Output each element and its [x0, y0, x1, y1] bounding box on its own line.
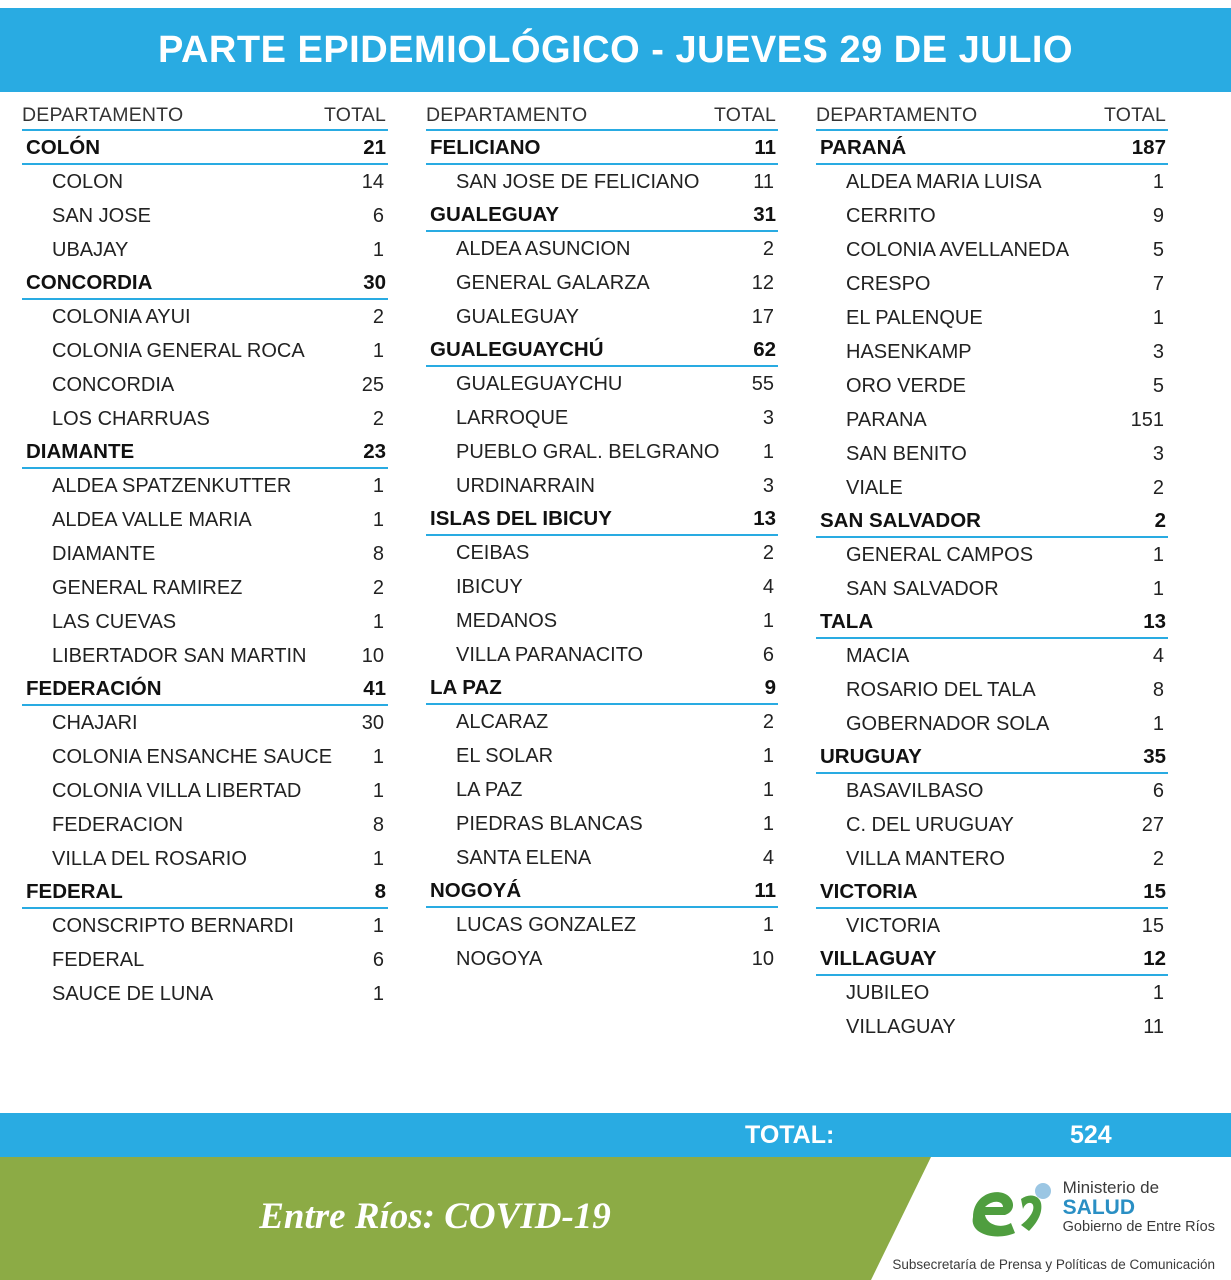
locality-total: 25	[361, 374, 384, 396]
locality-row	[426, 232, 778, 266]
locality-row	[816, 199, 1168, 233]
locality-row	[426, 705, 778, 739]
locality-total: 4	[1152, 645, 1164, 667]
locality-name: ALDEA SPATZENKUTTER	[52, 475, 292, 497]
locality-row	[22, 706, 388, 740]
department-total: 15	[1143, 880, 1166, 903]
locality-row	[426, 807, 778, 841]
locality-name: JUBILEO	[846, 982, 930, 1004]
locality-total: 1	[372, 611, 384, 633]
locality-row	[22, 909, 388, 943]
report-columns	[0, 104, 1231, 1104]
ministry-logo	[967, 1179, 1215, 1241]
locality-row	[816, 538, 1168, 572]
locality-row	[22, 537, 388, 571]
locality-row	[816, 572, 1168, 606]
locality-total: 1	[372, 780, 384, 802]
locality-row	[816, 976, 1168, 1010]
department-row	[426, 672, 778, 705]
ministry-line2: SALUD	[1062, 1195, 1135, 1219]
locality-total: 5	[1152, 239, 1164, 261]
department-row	[426, 199, 778, 232]
locality-name: BASAVILBASO	[846, 780, 984, 802]
locality-name: SAN JOSE	[52, 205, 151, 227]
locality-total: 8	[1152, 679, 1164, 701]
department-total: 21	[363, 136, 386, 159]
locality-total: 30	[361, 712, 384, 734]
department-total: 12	[1143, 947, 1166, 970]
locality-total: 4	[762, 576, 774, 598]
locality-name: CHAJARI	[52, 712, 138, 734]
department-name: PARANÁ	[820, 136, 907, 159]
locality-row	[22, 842, 388, 876]
department-name: GUALEGUAY	[430, 203, 560, 226]
locality-name: GENERAL GALARZA	[456, 272, 650, 294]
locality-total: 1	[1152, 171, 1164, 193]
locality-row	[22, 334, 388, 368]
locality-name: IBICUY	[456, 576, 523, 598]
locality-row	[816, 707, 1168, 741]
locality-name: ORO VERDE	[846, 375, 967, 397]
locality-total: 12	[751, 272, 774, 294]
footer-subtitle: Subsecretaría de Prensa y Políticas de Comunicación	[892, 1257, 1215, 1272]
department-row	[426, 132, 778, 165]
locality-total: 3	[1152, 443, 1164, 465]
locality-name: EL SOLAR	[456, 745, 554, 767]
department-total: 13	[1143, 610, 1166, 633]
department-name: URUGUAY	[820, 745, 922, 768]
report-column-3	[802, 104, 1192, 1104]
locality-row	[816, 335, 1168, 369]
locality-row	[22, 199, 388, 233]
department-row	[816, 132, 1168, 165]
locality-row	[22, 368, 388, 402]
column-header-total: TOTAL	[323, 104, 386, 126]
locality-name: ALDEA ASUNCION	[456, 238, 631, 260]
locality-name: PIEDRAS BLANCAS	[456, 813, 643, 835]
department-name: SAN SALVADOR	[820, 509, 981, 532]
locality-total: 17	[751, 306, 774, 328]
department-name: VICTORIA	[820, 880, 918, 903]
locality-total: 2	[762, 238, 774, 260]
locality-name: HASENKAMP	[846, 341, 972, 363]
locality-row	[426, 367, 778, 401]
locality-total: 1	[1152, 713, 1164, 735]
department-name: ISLAS DEL IBICUY	[430, 507, 612, 530]
department-name: DIAMANTE	[26, 440, 135, 463]
department-total: 35	[1143, 745, 1166, 768]
locality-row	[22, 740, 388, 774]
locality-name: PARANA	[846, 409, 927, 431]
grand-total-bar	[0, 1113, 1231, 1157]
department-row	[22, 132, 388, 165]
locality-name: VILLA DEL ROSARIO	[52, 848, 247, 870]
locality-total: 2	[762, 542, 774, 564]
locality-row	[426, 739, 778, 773]
locality-row	[426, 536, 778, 570]
locality-name: COLONIA VILLA LIBERTAD	[52, 780, 302, 802]
locality-name: GUALEGUAYCHU	[456, 373, 623, 395]
locality-row	[426, 908, 778, 942]
locality-name: EL PALENQUE	[846, 307, 983, 329]
locality-total: 27	[1141, 814, 1164, 836]
locality-row	[22, 808, 388, 842]
locality-total: 3	[762, 407, 774, 429]
department-total: 62	[753, 338, 776, 361]
locality-name: DIAMANTE	[52, 543, 156, 565]
locality-total: 2	[1152, 477, 1164, 499]
locality-row	[22, 571, 388, 605]
locality-name: NOGOYA	[456, 948, 543, 970]
department-name: NOGOYÁ	[430, 879, 522, 902]
locality-row	[426, 300, 778, 334]
locality-name: LUCAS GONZALEZ	[456, 914, 637, 936]
column-header	[426, 104, 778, 131]
column-header-total: TOTAL	[713, 104, 776, 126]
column-header-total: TOTAL	[1103, 104, 1166, 126]
locality-name: GUALEGUAY	[456, 306, 579, 328]
department-row	[816, 606, 1168, 639]
department-row	[22, 436, 388, 469]
locality-total: 1	[1152, 544, 1164, 566]
locality-row	[816, 471, 1168, 505]
locality-total: 3	[762, 475, 774, 497]
locality-name: C. DEL URUGUAY	[846, 814, 1014, 836]
locality-name: SANTA ELENA	[456, 847, 592, 869]
column-header-departamento: DEPARTAMENTO	[22, 104, 184, 126]
department-total: 11	[754, 136, 776, 159]
locality-name: COLONIA AVELLANEDA	[846, 239, 1070, 261]
locality-row	[816, 267, 1168, 301]
locality-row	[816, 909, 1168, 943]
report-column-1	[22, 104, 412, 1104]
locality-row	[426, 469, 778, 503]
locality-row	[816, 774, 1168, 808]
locality-total: 8	[372, 543, 384, 565]
department-row	[816, 741, 1168, 774]
locality-total: 1	[762, 610, 774, 632]
department-row	[426, 503, 778, 536]
locality-name: LOS CHARRUAS	[52, 408, 210, 430]
column-header-departamento: DEPARTAMENTO	[816, 104, 978, 126]
locality-row	[22, 503, 388, 537]
locality-total: 7	[1152, 273, 1164, 295]
locality-name: CONCORDIA	[52, 374, 175, 396]
locality-row	[426, 401, 778, 435]
column-header	[816, 104, 1168, 131]
locality-name: GENERAL RAMIREZ	[52, 577, 243, 599]
department-row	[816, 943, 1168, 976]
locality-total: 3	[1152, 341, 1164, 363]
locality-row	[426, 165, 778, 199]
footer	[0, 1157, 1231, 1280]
locality-total: 1	[372, 983, 384, 1005]
locality-total: 1	[762, 441, 774, 463]
locality-name: CERRITO	[846, 205, 936, 227]
department-name: FELICIANO	[430, 136, 541, 159]
locality-name: LA PAZ	[456, 779, 523, 801]
locality-row	[22, 977, 388, 1011]
locality-name: ALDEA MARIA LUISA	[846, 171, 1042, 193]
locality-total: 9	[1152, 205, 1164, 227]
locality-name: VIALE	[846, 477, 903, 499]
locality-total: 1	[1152, 307, 1164, 329]
locality-row	[816, 437, 1168, 471]
locality-total: 8	[372, 814, 384, 836]
locality-row	[22, 402, 388, 436]
department-row	[22, 267, 388, 300]
locality-row	[816, 403, 1168, 437]
department-row	[816, 505, 1168, 538]
department-row	[426, 334, 778, 367]
locality-name: GENERAL CAMPOS	[846, 544, 1034, 566]
locality-name: MACIA	[846, 645, 910, 667]
locality-name: PUEBLO GRAL. BELGRANO	[456, 441, 720, 463]
ministry-line3: Gobierno de Entre Ríos	[1062, 1218, 1215, 1235]
locality-name: LARROQUE	[456, 407, 569, 429]
report-column-2	[412, 104, 802, 1104]
locality-total: 10	[751, 948, 774, 970]
locality-total: 1	[372, 475, 384, 497]
locality-row	[816, 1010, 1168, 1044]
header-bar	[0, 8, 1231, 92]
locality-row	[816, 639, 1168, 673]
locality-row	[426, 604, 778, 638]
locality-row	[22, 639, 388, 673]
department-name: CONCORDIA	[26, 271, 153, 294]
locality-total: 4	[762, 847, 774, 869]
locality-name: CRESPO	[846, 273, 931, 295]
locality-row	[816, 165, 1168, 199]
department-total: 30	[363, 271, 386, 294]
department-name: VILLAGUAY	[820, 947, 937, 970]
locality-name: VILLA MANTERO	[846, 848, 1005, 870]
locality-total: 2	[762, 711, 774, 733]
locality-name: VILLA PARANACITO	[456, 644, 644, 666]
locality-total: 5	[1152, 375, 1164, 397]
locality-name: CEIBAS	[456, 542, 530, 564]
column-header-departamento: DEPARTAMENTO	[426, 104, 588, 126]
ministry-logo-text	[1063, 1179, 1215, 1236]
entre-rios-logo-icon	[967, 1179, 1053, 1241]
locality-row	[22, 469, 388, 503]
locality-row	[426, 266, 778, 300]
locality-row	[816, 301, 1168, 335]
locality-row	[22, 605, 388, 639]
locality-total: 1	[1152, 578, 1164, 600]
department-row	[22, 876, 388, 909]
locality-total: 10	[361, 645, 384, 667]
department-total: 41	[363, 677, 386, 700]
locality-name: VICTORIA	[846, 915, 941, 937]
locality-total: 11	[753, 171, 774, 193]
locality-name: COLONIA AYUI	[52, 306, 191, 328]
locality-total: 1	[372, 746, 384, 768]
department-row	[22, 673, 388, 706]
locality-row	[426, 942, 778, 976]
locality-total: 55	[751, 373, 774, 395]
locality-name: ALCARAZ	[456, 711, 549, 733]
locality-total: 6	[372, 949, 384, 971]
locality-row	[22, 300, 388, 334]
locality-row	[816, 673, 1168, 707]
locality-total: 2	[372, 306, 384, 328]
department-row	[426, 875, 778, 908]
locality-name: ALDEA VALLE MARIA	[52, 509, 252, 531]
locality-row	[22, 943, 388, 977]
locality-name: COLONIA ENSANCHE SAUCE	[52, 746, 333, 768]
locality-total: 151	[1130, 409, 1164, 431]
department-total: 187	[1131, 136, 1166, 159]
department-total: 23	[363, 440, 386, 463]
footer-title: Entre Ríos: COVID-19	[259, 1196, 611, 1237]
locality-total: 1	[762, 914, 774, 936]
locality-name: COLON	[52, 171, 124, 193]
locality-total: 1	[372, 509, 384, 531]
department-name: LA PAZ	[430, 676, 502, 699]
ministry-line1: Ministerio de	[1062, 1178, 1160, 1197]
locality-total: 1	[372, 239, 384, 261]
column-header	[22, 104, 388, 131]
locality-name: MEDANOS	[456, 610, 558, 632]
locality-name: LIBERTADOR SAN MARTIN	[52, 645, 307, 667]
locality-row	[426, 435, 778, 469]
locality-name: SAN JOSE DE FELICIANO	[456, 171, 700, 193]
locality-name: SAUCE DE LUNA	[52, 983, 214, 1005]
locality-total: 1	[372, 848, 384, 870]
locality-total: 6	[372, 205, 384, 227]
locality-name: SAN BENITO	[846, 443, 967, 465]
locality-row	[22, 233, 388, 267]
department-name: TALA	[820, 610, 874, 633]
locality-row	[816, 369, 1168, 403]
locality-total: 15	[1141, 915, 1164, 937]
locality-row	[426, 638, 778, 672]
locality-total: 14	[361, 171, 384, 193]
locality-name: VILLAGUAY	[846, 1016, 956, 1038]
department-total: 2	[1154, 509, 1166, 532]
locality-name: UBAJAY	[52, 239, 129, 261]
locality-row	[816, 842, 1168, 876]
department-name: FEDERACIÓN	[26, 677, 162, 700]
locality-total: 11	[1143, 1016, 1164, 1038]
department-total: 11	[754, 879, 776, 902]
locality-name: CONSCRIPTO BERNARDI	[52, 915, 294, 937]
locality-name: SAN SALVADOR	[846, 578, 999, 600]
locality-row	[22, 774, 388, 808]
locality-total: 1	[372, 340, 384, 362]
locality-row	[816, 233, 1168, 267]
locality-name: FEDERACION	[52, 814, 184, 836]
locality-total: 1	[762, 745, 774, 767]
locality-total: 1	[762, 813, 774, 835]
locality-total: 2	[372, 577, 384, 599]
locality-row	[426, 773, 778, 807]
locality-total: 1	[1152, 982, 1164, 1004]
page-title: PARTE EPIDEMIOLÓGICO - JUEVES 29 DE JULIO	[157, 28, 1074, 71]
locality-row	[426, 570, 778, 604]
locality-name: LAS CUEVAS	[52, 611, 177, 633]
department-total: 13	[753, 507, 776, 530]
locality-row	[816, 808, 1168, 842]
department-total: 8	[374, 880, 386, 903]
grand-total-value: 524	[1070, 1121, 1112, 1149]
locality-name: GOBERNADOR SOLA	[846, 713, 1050, 735]
locality-name: COLONIA GENERAL ROCA	[52, 340, 305, 362]
locality-total: 2	[1152, 848, 1164, 870]
locality-total: 2	[372, 408, 384, 430]
locality-row	[426, 841, 778, 875]
department-row	[816, 876, 1168, 909]
locality-name: FEDERAL	[52, 949, 145, 971]
department-name: FEDERAL	[26, 880, 123, 903]
locality-name: ROSARIO DEL TALA	[846, 679, 1036, 701]
locality-row	[22, 165, 388, 199]
locality-name: URDINARRAIN	[456, 475, 595, 497]
department-name: COLÓN	[26, 136, 101, 159]
grand-total-label: TOTAL:	[745, 1121, 835, 1149]
locality-total: 6	[762, 644, 774, 666]
locality-total: 6	[1152, 780, 1164, 802]
department-name: GUALEGUAYCHÚ	[430, 338, 604, 361]
department-total: 9	[764, 676, 776, 699]
locality-total: 1	[762, 779, 774, 801]
department-total: 31	[753, 203, 776, 226]
locality-total: 1	[372, 915, 384, 937]
